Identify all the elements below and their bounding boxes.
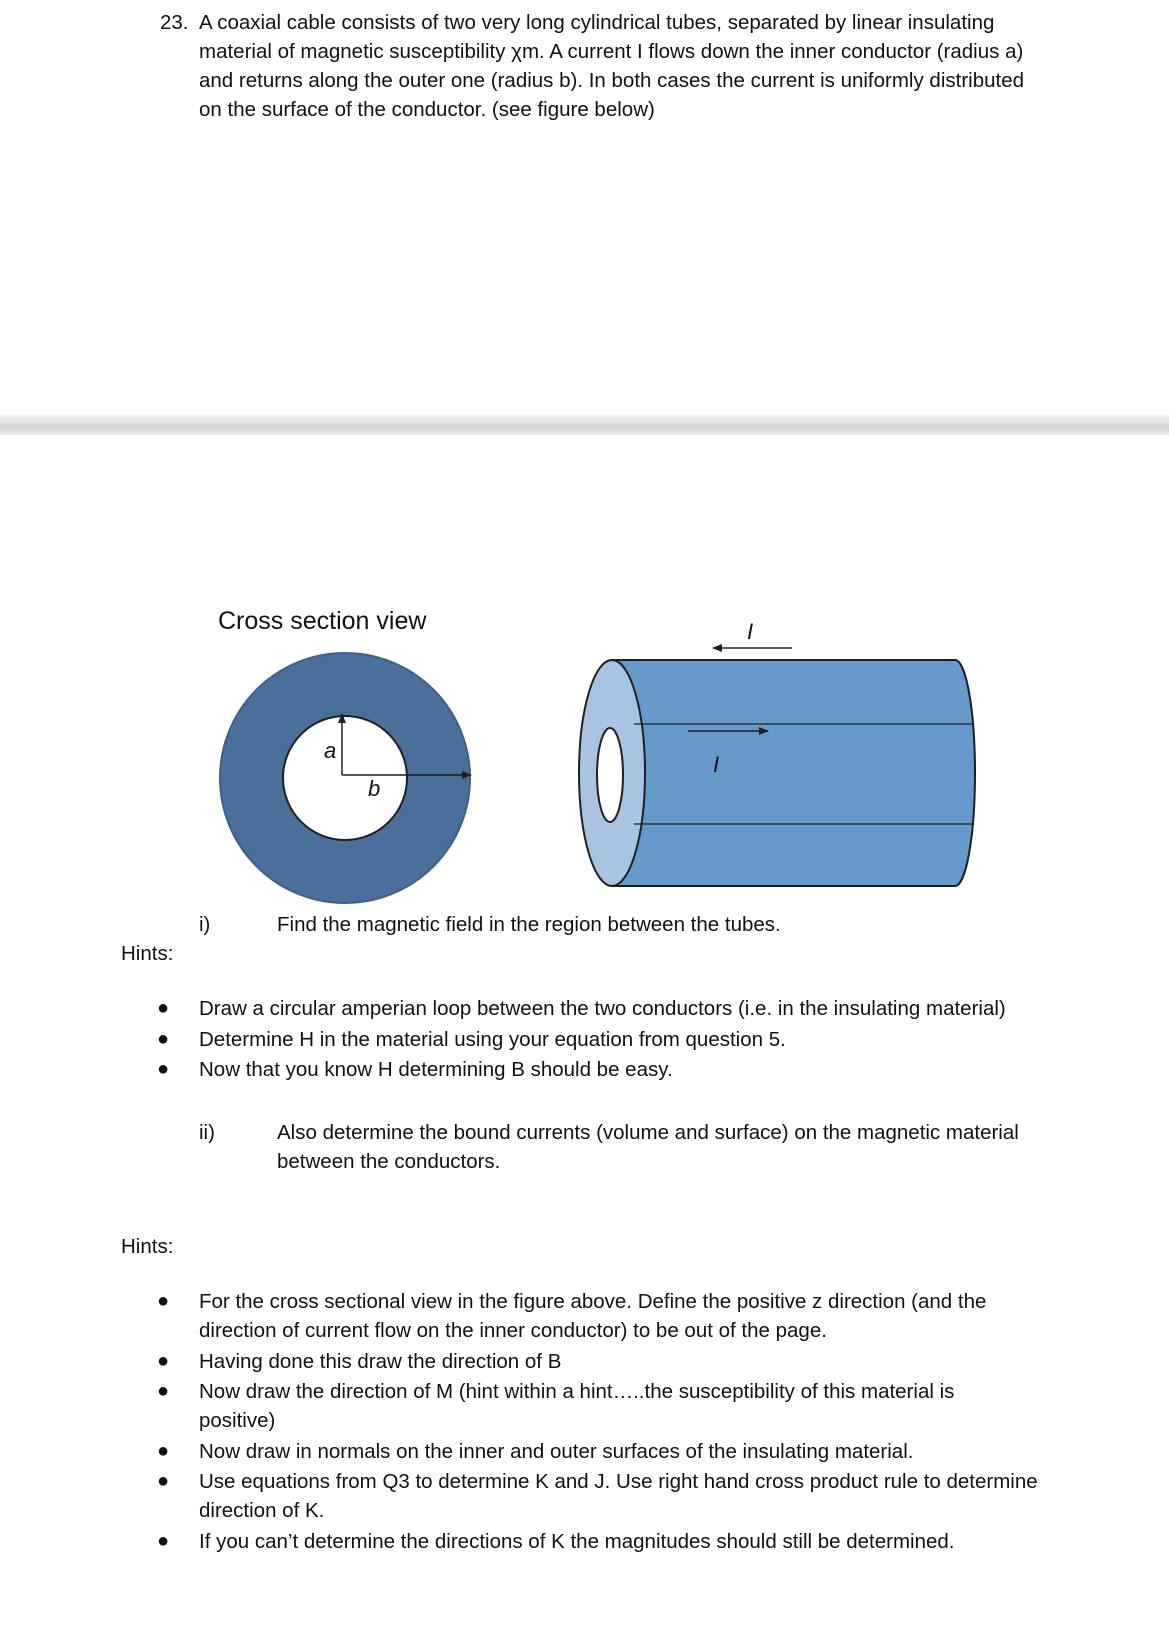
hint2-item-3 (199, 1377, 1119, 1435)
cross-section-title: Cross section view (218, 607, 427, 635)
label-b: b (368, 776, 381, 801)
bullet-dot: ● (157, 1470, 170, 1492)
part-ii-line-1: Also determine the bound currents (volume and surface) on the magnetic material (277, 1121, 1019, 1144)
hint2-item-4-line-1: Now draw in normals on the inner and outer surfaces of the insulating material. (199, 1440, 914, 1463)
cylinder-body (612, 660, 975, 886)
part-i-text: Find the magnetic field in the region between the tubes. (277, 913, 781, 936)
bullet-dot: ● (157, 1290, 170, 1312)
bullet-dot: ● (157, 1530, 170, 1552)
question-line-2: material of magnetic susceptibility χm. A current I flows down the inner conductor (radius a) (199, 40, 1024, 63)
bullet-dot: ● (157, 1380, 170, 1402)
bullet-dot: ● (157, 1028, 170, 1050)
hint1-item-2: Determine H in the material using your equation from question 5. (199, 1028, 786, 1051)
inner-conductor-circle (283, 716, 407, 840)
bullet-dot: ● (157, 1350, 170, 1372)
hint2-item-1-line-2: direction of current flow on the inner conductor) to be out of the page. (199, 1319, 827, 1342)
part-ii-line-2: between the conductors. (277, 1150, 501, 1173)
hint2-item-6-line-1: If you can’t determine the directions of K the magnitudes should still be determined. (199, 1530, 955, 1553)
question-line-3: and returns along the outer one (radius b). In both cases the current is uniformly distributed (199, 69, 1025, 92)
hint1-item-3: Now that you know H determining B should be easy. (199, 1058, 673, 1081)
hints-label-1: Hints: (121, 942, 174, 965)
hint2-item-1-line-1: For the cross sectional view in the figure above. Define the positive z direction (and the (199, 1290, 987, 1313)
question-line-4: on the surface of the conductor. (see figure below) (199, 98, 655, 121)
cylinder-bore (597, 728, 623, 822)
label-current-top: I (747, 619, 754, 644)
part-ii-text (277, 1118, 1117, 1176)
hint2-item-5-line-2: direction of K. (199, 1499, 325, 1522)
hint2-item-2-line-1: Having done this draw the direction of B (199, 1350, 562, 1373)
question-number: 23. (160, 11, 189, 34)
hint2-item-5-line-1: Use equations from Q3 to determine K and J. Use right hand cross product rule to determine (199, 1470, 1038, 1493)
hint2-item-6 (199, 1527, 1119, 1556)
hints-label-2: Hints: (121, 1235, 174, 1258)
hint1-item-1: Draw a circular amperian loop between the two conductors (i.e. in the insulating material) (199, 997, 1006, 1020)
label-a: a (324, 738, 337, 763)
bullet-dot: ● (157, 1058, 170, 1080)
hint2-item-3-line-2: positive) (199, 1409, 276, 1432)
label-current-inner: I (713, 752, 720, 777)
hint2-item-1 (199, 1287, 1119, 1345)
hint2-item-5 (199, 1467, 1119, 1525)
hint2-item-4 (199, 1437, 1119, 1466)
hint2-item-3-line-1: Now draw the direction of M (hint within a hint…..the susceptibility of this material is (199, 1380, 955, 1403)
bullet-dot: ● (157, 1440, 170, 1462)
question-line-1: A coaxial cable consists of two very long cylindrical tubes, separated by linear insulating (199, 11, 995, 34)
part-ii-number: ii) (199, 1121, 215, 1144)
hint2-item-2 (199, 1347, 1119, 1376)
part-i-number: i) (199, 913, 211, 936)
bullet-dot: ● (157, 997, 170, 1019)
